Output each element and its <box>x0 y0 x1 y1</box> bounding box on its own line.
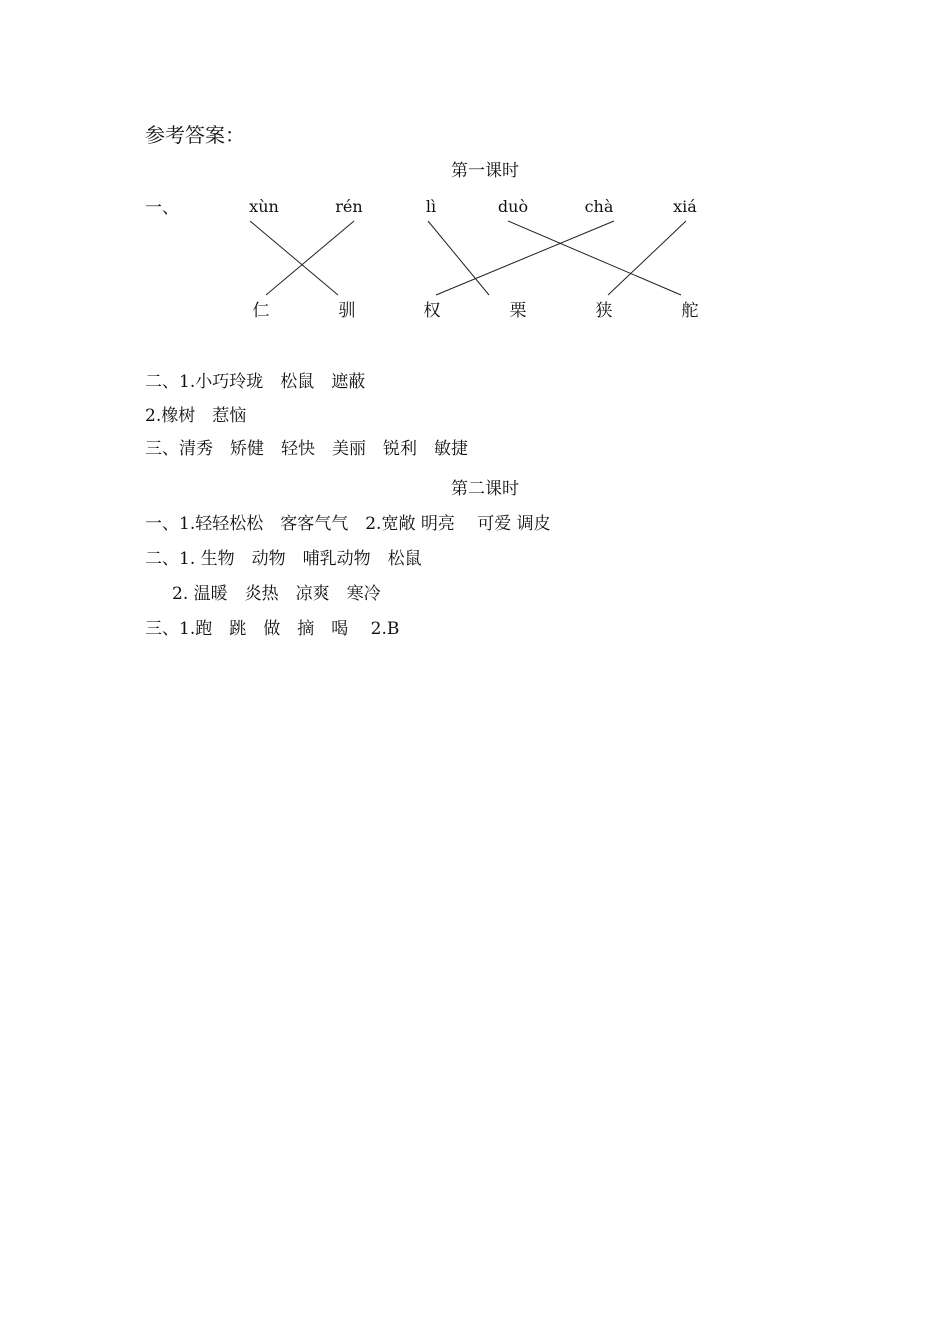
lesson1-q3: 三、清秀 矫健 轻快 美丽 锐利 敏捷 <box>145 439 468 459</box>
character-item: 舵 <box>681 301 699 321</box>
pinyin-item: xùn <box>249 197 279 216</box>
character-item: 仁 <box>252 301 270 321</box>
character-item: 栗 <box>509 301 527 321</box>
lesson2-heading: 第二课时 <box>451 479 519 499</box>
lesson2-q2-line2: 2. 温暖 炎热 凉爽 寒冷 <box>172 584 381 604</box>
match-line <box>608 221 686 295</box>
page-title: 参考答案： <box>145 123 245 147</box>
lesson2-q3: 三、1.跑 跳 做 摘 喝 2.B <box>145 619 400 639</box>
lesson1-heading: 第一课时 <box>451 161 519 181</box>
lesson2-q2-line1: 二、1. 生物 动物 哺乳动物 松鼠 <box>145 549 422 569</box>
character-item: 权 <box>423 301 441 321</box>
pinyin-item: chà <box>584 197 614 216</box>
match-line <box>436 221 614 295</box>
match-line <box>266 221 354 295</box>
character-item: 驯 <box>338 301 356 321</box>
pinyin-item: xiá <box>673 197 697 216</box>
character-item: 狭 <box>595 301 613 321</box>
match-line <box>508 221 681 295</box>
pinyin-item: duò <box>497 197 529 216</box>
lesson2-q1: 一、1.轻轻松松 客客气气 2.宽敞 明亮 可爱 调皮 <box>145 514 551 534</box>
match-line <box>250 221 338 295</box>
lesson1-q2-line2: 2.橡树 惹恼 <box>145 406 247 426</box>
match-line <box>428 221 489 295</box>
lesson1-q2-line1: 二、1.小巧玲珑 松鼠 遮蔽 <box>145 372 366 392</box>
q1-label: 一、 <box>145 198 179 218</box>
pinyin-item: rén <box>335 197 363 216</box>
pinyin-item: lì <box>425 197 437 216</box>
